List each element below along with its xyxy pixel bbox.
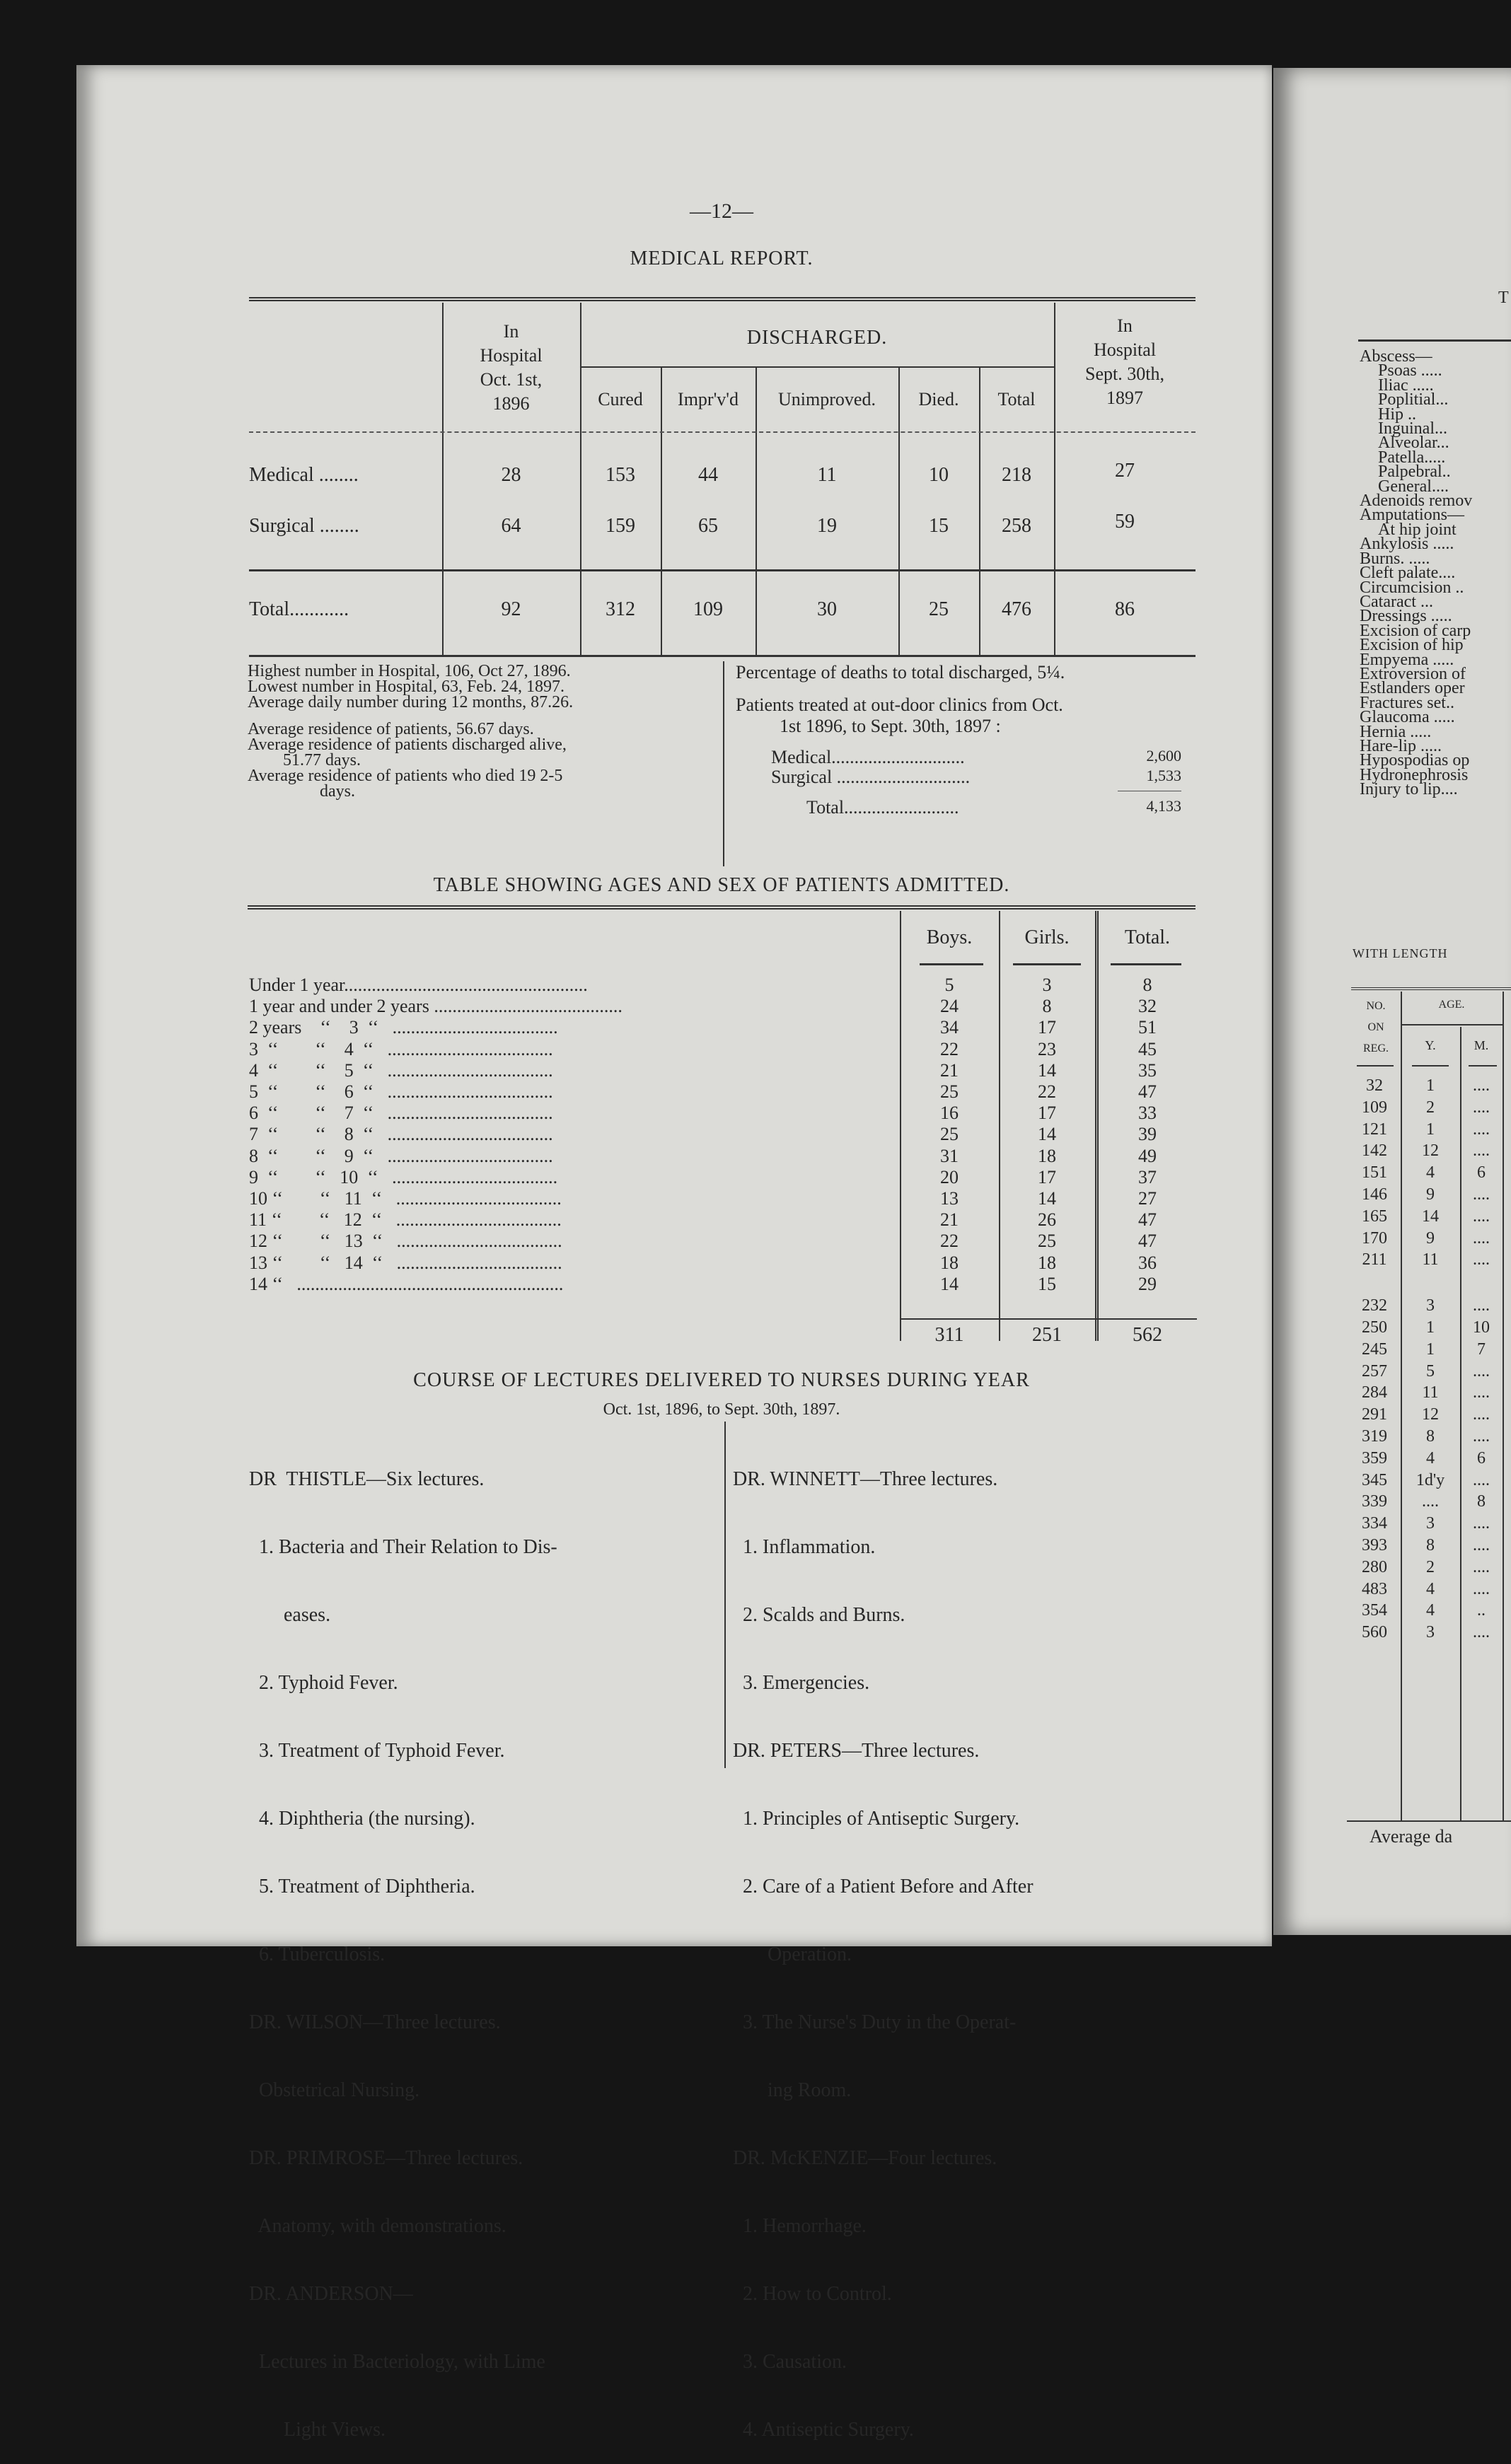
operation-item: Inguinal... — [1378, 419, 1447, 438]
reg-number: 319 — [1362, 1427, 1387, 1446]
girls-count: 8 — [1042, 996, 1052, 1017]
age-months: .... — [1473, 1470, 1490, 1489]
age-years: 14 — [1422, 1207, 1439, 1226]
age-months: .... — [1473, 1207, 1490, 1226]
age-years: 11 — [1422, 1250, 1439, 1269]
operation-item: Excision of carp — [1360, 621, 1471, 640]
operation-item: Hydronephrosis — [1360, 765, 1469, 784]
notes-right: Percentage of deaths to total discharged, 5¼. Patients treated at out-door clinics from Oct. 1st 1896, to Sept. 30th, 1897 : Medical............................. 2,600 Surgical ............................. 1,533 Total......................... 4,133 — [736, 662, 1196, 817]
operation-item: Hypospodias op — [1360, 751, 1470, 770]
girls-count: 3 — [1042, 975, 1052, 995]
age-label: 1 year and under 2 years ......................................... — [249, 996, 623, 1017]
lectures-right: DR. WINNETT—Three lectures. 1. Inflammation. 2. Scalds and Burns. 3. Emergencies. DR. PETERS—Three lectures. 1. Principles of Antiseptic Surgery. 2. Care of a Patient Before and After Operation. 3. The Nurse's Duty in the Operat- ing Room. DR. McKENZIE—Four lectures. 1. Hemorrhage. 2. How to Control. 3. Causation. 4. Antiseptic Surgery. — [733, 1468, 1034, 2441]
operation-item: Glaucoma ..... — [1360, 708, 1455, 727]
operation-item: Abscess— — [1360, 347, 1432, 366]
boys-count: 22 — [940, 1038, 959, 1059]
age-months: .... — [1473, 1536, 1490, 1554]
reg-number: 211 — [1362, 1250, 1387, 1269]
girls-count: 22 — [1038, 1081, 1056, 1102]
sub-header-improved: Impr'v'd — [678, 389, 739, 409]
boys-count: 18 — [940, 1252, 959, 1273]
age-year-header: Y. — [1425, 1038, 1436, 1052]
operation-item: Cleft palate.... — [1360, 564, 1456, 583]
notes-divider — [723, 661, 724, 866]
age-years: 1 — [1426, 1076, 1435, 1095]
reg-number: 245 — [1362, 1339, 1387, 1359]
ages-total-all: 562 — [1133, 1324, 1162, 1346]
total-count: 47 — [1138, 1231, 1157, 1252]
reg-number: 146 — [1362, 1185, 1387, 1204]
total-count: 49 — [1138, 1145, 1157, 1166]
age-years: 9 — [1426, 1185, 1435, 1204]
operation-item: General.... — [1378, 477, 1449, 496]
reg-number: 334 — [1362, 1514, 1387, 1533]
boys-count: 25 — [940, 1124, 959, 1145]
operation-item: At hip joint — [1378, 520, 1457, 539]
age-months: .... — [1473, 1120, 1490, 1139]
age-months: 10 — [1473, 1318, 1490, 1337]
reg-number: 354 — [1362, 1601, 1387, 1620]
age-label: 5 ‘‘ ‘‘ 6 ‘‘ .................................... — [249, 1081, 553, 1102]
age-months: 7 — [1477, 1339, 1486, 1359]
boys-count: 13 — [940, 1188, 959, 1209]
age-label: 6 ‘‘ ‘‘ 7 ‘‘ .................................... — [249, 1103, 553, 1124]
operation-item: Iliac ..... — [1378, 376, 1434, 395]
total-count: 33 — [1138, 1103, 1157, 1124]
operation-item: Circumcision .. — [1360, 578, 1464, 597]
girls-count: 17 — [1038, 1166, 1056, 1187]
age-years: 5 — [1426, 1361, 1435, 1381]
boys-count: 22 — [940, 1231, 959, 1252]
operations-list — [1360, 349, 1472, 797]
reg-number: 291 — [1362, 1405, 1387, 1424]
age-label: 7 ‘‘ ‘‘ 8 ‘‘ .................................... — [249, 1124, 553, 1145]
notes-left: Highest number in Hospital, 106, Oct 27, 1896. Lowest number in Hospital, 63, Feb. 24, 1897. Average daily number during 12 months, 87.26. Average residence of patients, 56.67 days. Average residence of patients discharged alive, 51.77 days. Average residence of patients who died 19 2-5 days. — [248, 662, 574, 801]
age-header: AGE. — [1438, 999, 1465, 1011]
sub-header-cured: Cured — [598, 389, 643, 409]
ages-total-girls: 251 — [1032, 1324, 1062, 1346]
operation-item: Extroversion of — [1360, 664, 1466, 683]
total-count: 47 — [1138, 1081, 1157, 1102]
operation-item: Estlanders oper — [1360, 679, 1465, 698]
total-count: 35 — [1138, 1059, 1157, 1081]
age-label: 9 ‘‘ ‘‘ 10 ‘‘ .................................... — [249, 1166, 558, 1187]
boys-count: 16 — [940, 1103, 959, 1124]
age-years: 4 — [1426, 1448, 1435, 1468]
age-years: 2 — [1426, 1557, 1435, 1576]
boys-count: 34 — [940, 1017, 959, 1038]
age-years: 3 — [1426, 1296, 1435, 1315]
age-years: 1 — [1426, 1318, 1435, 1337]
reg-number: 257 — [1362, 1361, 1387, 1381]
age-months: .... — [1473, 1076, 1490, 1095]
age-years: 4 — [1426, 1601, 1435, 1620]
age-label: 12 ‘‘ ‘‘ 13 ‘‘ .................................... — [249, 1231, 562, 1252]
lectures-title: COURSE OF LECTURES DELIVERED TO NURSES DURING YEAR — [413, 1369, 1030, 1391]
boys-count: 24 — [940, 996, 959, 1017]
operation-item: Hare-lip ..... — [1360, 736, 1442, 755]
age-months: .... — [1473, 1361, 1490, 1381]
operation-item: Empyema ..... — [1360, 650, 1454, 669]
age-years: 3 — [1426, 1514, 1435, 1533]
reg-number: 250 — [1362, 1318, 1387, 1337]
ages-total-boys: 311 — [934, 1324, 964, 1346]
boys-count: 31 — [940, 1145, 959, 1166]
boys-count: 14 — [940, 1273, 959, 1294]
boys-count: 25 — [940, 1081, 959, 1102]
report-title: MEDICAL REPORT. — [630, 248, 814, 269]
col-in-hospital-end: In Hospital Sept. 30th, 1897 — [1085, 315, 1164, 408]
age-years: 1d'y — [1416, 1470, 1445, 1489]
operation-item: Psoas ..... — [1378, 361, 1442, 380]
age-label: 4 ‘‘ ‘‘ 5 ‘‘ .................................... — [249, 1059, 553, 1081]
reg-number: 151 — [1362, 1163, 1387, 1182]
operation-item: Fractures set.. — [1360, 693, 1454, 712]
age-months: .. — [1477, 1601, 1486, 1620]
girls-count: 18 — [1038, 1252, 1056, 1273]
age-label: 3 ‘‘ ‘‘ 4 ‘‘ .................................... — [249, 1038, 553, 1059]
reg-number: 170 — [1362, 1228, 1387, 1248]
total-count: 27 — [1138, 1188, 1157, 1209]
reg-number: 165 — [1362, 1207, 1387, 1226]
operation-item: Dressings ..... — [1360, 607, 1452, 626]
total-count: 37 — [1138, 1166, 1157, 1187]
boys-count: 21 — [940, 1059, 959, 1081]
age-years: 4 — [1426, 1163, 1435, 1182]
lectures-divider — [724, 1422, 726, 1768]
girls-count: 17 — [1038, 1017, 1056, 1038]
age-label: 2 years ‘‘ 3 ‘‘ .................................... — [249, 1017, 558, 1038]
age-months: .... — [1473, 1098, 1490, 1117]
total-count: 47 — [1138, 1209, 1157, 1231]
facing-footer: Average da — [1370, 1826, 1453, 1847]
age-years: 8 — [1426, 1536, 1435, 1554]
ages-table-title: TABLE SHOWING AGES AND SEX OF PATIENTS ADMITTED. — [433, 874, 1010, 896]
age-years: 1 — [1426, 1339, 1435, 1359]
col-in-hospital-start: In Hospital Oct. 1st, 1896 — [480, 321, 543, 414]
total-count: 51 — [1138, 1017, 1157, 1038]
girls-count: 14 — [1038, 1059, 1056, 1081]
operation-item: Excision of hip — [1360, 636, 1464, 655]
with-length-heading: WITH LENGTH — [1353, 946, 1448, 960]
facing-page — [1273, 68, 1511, 1935]
age-months: .... — [1473, 1185, 1490, 1204]
age-months: .... — [1473, 1557, 1490, 1576]
age-label: 14 ‘‘ .......................................................... — [249, 1273, 564, 1294]
age-years: 3 — [1426, 1623, 1435, 1642]
operation-item: Injury to lip.... — [1360, 780, 1458, 799]
age-label: 8 ‘‘ ‘‘ 9 ‘‘ .................................... — [249, 1145, 553, 1166]
operation-item: Hernia ..... — [1360, 722, 1432, 741]
age-months: .... — [1473, 1383, 1490, 1402]
age-months: .... — [1473, 1405, 1490, 1424]
total-count: 32 — [1138, 996, 1157, 1017]
reg-number: 280 — [1362, 1557, 1387, 1576]
girls-count: 17 — [1038, 1103, 1056, 1124]
boys-count: 20 — [940, 1166, 959, 1187]
reg-number: 393 — [1362, 1536, 1387, 1554]
reg-number: 232 — [1362, 1296, 1387, 1315]
age-months: .... — [1473, 1427, 1490, 1446]
reg-number: 359 — [1362, 1448, 1387, 1468]
reg-number: 32 — [1366, 1076, 1383, 1095]
age-months: .... — [1473, 1296, 1490, 1315]
age-years: .... — [1422, 1492, 1439, 1511]
lectures-left: DR THISTLE—Six lectures. 1. Bacteria and Their Relation to Dis- eases. 2. Typhoid Fever. 3. Treatment of Typhoid Fever. 4. Diphtheria (the nursing). 5. Treatment of Diphtheria. 6. Tuberculosis. DR. WILSON—Three lectures. Obstetrical Nursing. DR. PRIMROSE—Three lectures. Anatomy, with demonstrations. DR. ANDERSON— Lectures in Bacteriology, with Lime Light Views. — [249, 1468, 557, 2441]
girls-count: 14 — [1038, 1124, 1056, 1145]
reg-number: 284 — [1362, 1383, 1387, 1402]
sub-header-total: Total — [997, 389, 1036, 409]
age-label: 10 ‘‘ ‘‘ 11 ‘‘ .................................... — [249, 1188, 562, 1209]
girls-count: 18 — [1038, 1145, 1056, 1166]
age-years: 12 — [1422, 1141, 1439, 1161]
operation-item: Adenoids remov — [1360, 492, 1473, 511]
operation-item: Cataract ... — [1360, 592, 1433, 611]
age-years: 9 — [1426, 1228, 1435, 1248]
reg-number: 345 — [1362, 1470, 1387, 1489]
age-label: 11 ‘‘ ‘‘ 12 ‘‘ .................................... — [249, 1209, 562, 1231]
age-years: 11 — [1422, 1383, 1439, 1402]
operation-item: Patella..... — [1378, 448, 1446, 467]
age-months: .... — [1473, 1141, 1490, 1161]
age-months: 6 — [1477, 1163, 1486, 1182]
age-years: 4 — [1426, 1579, 1435, 1598]
total-count: 29 — [1138, 1273, 1157, 1294]
age-month-header: M. — [1474, 1038, 1489, 1052]
age-years: 2 — [1426, 1098, 1435, 1117]
operation-item: Palpebral.. — [1378, 463, 1451, 482]
reg-number: 121 — [1362, 1120, 1387, 1139]
age-label: Under 1 year..................................................... — [249, 975, 588, 995]
age-months: .... — [1473, 1623, 1490, 1642]
girls-count: 14 — [1038, 1188, 1056, 1209]
age-months: .... — [1473, 1579, 1490, 1598]
girls-count: 15 — [1038, 1273, 1056, 1294]
page-number: —12— — [690, 199, 753, 223]
age-months: 8 — [1477, 1492, 1486, 1511]
operation-item: Burns. ..... — [1360, 549, 1430, 568]
sub-header-unimproved: Unimproved. — [778, 389, 876, 409]
girls-count: 26 — [1038, 1209, 1056, 1231]
total-count: 39 — [1138, 1124, 1157, 1145]
age-months: .... — [1473, 1514, 1490, 1533]
reg-number: 560 — [1362, 1623, 1387, 1642]
sub-header-died: Died. — [918, 389, 959, 409]
boys-count: 5 — [944, 975, 954, 995]
total-count: 8 — [1142, 975, 1152, 995]
age-years: 1 — [1426, 1120, 1435, 1139]
reg-header: NO. ON REG. — [1363, 1000, 1389, 1054]
facing-header-letter: T — [1498, 289, 1509, 307]
age-months: 6 — [1477, 1448, 1486, 1468]
reg-number: 109 — [1362, 1098, 1387, 1117]
reg-number: 483 — [1362, 1579, 1387, 1598]
operation-item: Poplitial... — [1378, 390, 1449, 409]
girls-count: 23 — [1038, 1038, 1056, 1059]
age-years: 12 — [1422, 1405, 1439, 1424]
discharged-header: DISCHARGED. — [746, 327, 888, 349]
operation-item: Alveolar... — [1378, 434, 1449, 453]
boys-count: 21 — [940, 1209, 959, 1231]
operation-item: Hip .. — [1378, 405, 1416, 424]
reg-number: 339 — [1362, 1492, 1387, 1511]
age-years: 8 — [1426, 1427, 1435, 1446]
age-months: .... — [1473, 1250, 1490, 1269]
reg-number: 142 — [1362, 1141, 1387, 1161]
age-label: 13 ‘‘ ‘‘ 14 ‘‘ .................................... — [249, 1252, 562, 1273]
age-months: .... — [1473, 1228, 1490, 1248]
operation-item: Amputations— — [1360, 506, 1464, 525]
girls-count: 25 — [1038, 1231, 1056, 1252]
lectures-subtitle: Oct. 1st, 1896, to Sept. 30th, 1897. — [603, 1400, 840, 1419]
total-count: 36 — [1138, 1252, 1157, 1273]
operation-item: Ankylosis ..... — [1360, 535, 1454, 554]
total-count: 45 — [1138, 1038, 1157, 1059]
